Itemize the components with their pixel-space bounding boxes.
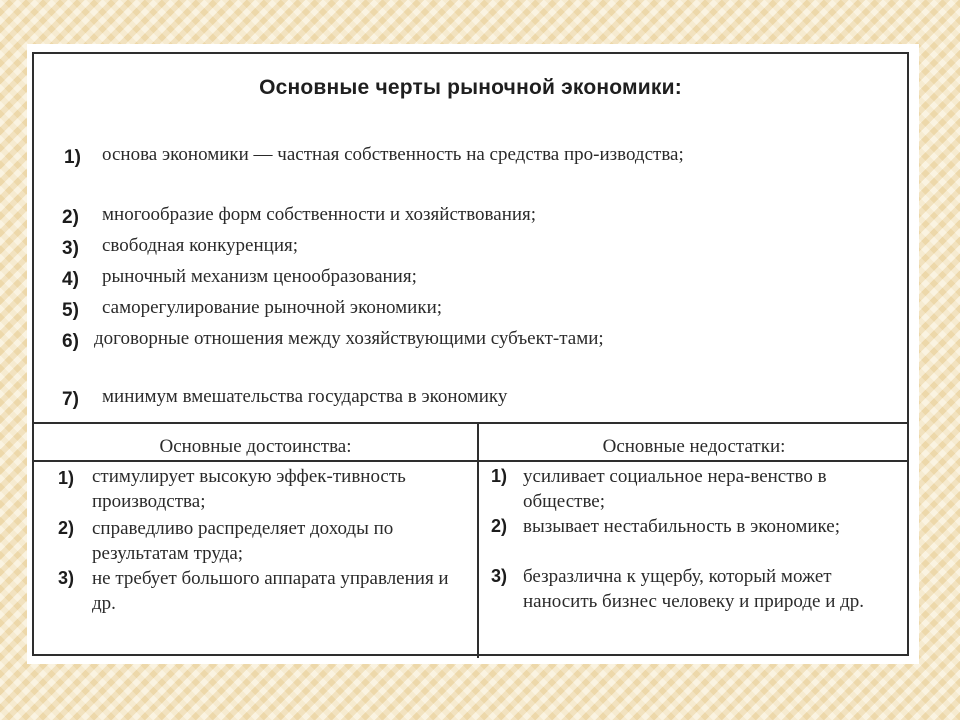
disadvantage-text: безразлична к ущербу, который может наносить бизнес человеку и природе и др. [523,566,865,612]
feature-number: 1) [64,147,81,168]
section-divider-heading [34,460,907,462]
disadvantage-number: 1) [491,466,508,486]
advantage-number: 2) [58,518,75,538]
feature-number: 7) [62,389,79,410]
advantage-number: 3) [58,568,75,588]
advantage-text: стимулирует высокую эффек-тивность производства; [92,466,406,512]
disadvantages-list [479,464,909,614]
section-divider-top [34,422,907,424]
disadvantage-number: 2) [491,516,508,536]
feature-text: многообразие форм собственности и хозяйствования; [102,204,537,225]
advantage-number: 1) [58,468,75,488]
feature-text: основа экономики — частная собственность на средства про-изводства; [102,144,684,165]
disadvantage-text: вызывает нестабильность в экономике; [523,516,841,537]
feature-item-2 [34,200,907,231]
advantage-item-2 [34,516,474,566]
feature-number: 4) [62,269,79,290]
feature-item-1 [34,140,907,200]
feature-item-6 [34,324,907,382]
features-list [34,140,907,413]
feature-number: 3) [62,238,79,259]
feature-item-3 [34,231,907,262]
disadvantage-text: усиливает социальное нера-венство в обществе; [523,466,827,512]
disadvantages-heading: Основные недостатки: [602,436,786,457]
feature-number: 2) [62,207,79,228]
advantages-heading: Основные достоинства: [159,436,352,457]
feature-text: договорные отношения между хозяйствующими субъект-тами; [94,328,604,349]
advantage-text: справедливо распределяет доходы по результатам труда; [92,518,394,564]
advantage-text: не требует большого аппарата управления и др. [92,568,449,614]
feature-text: саморегулирование рыночной экономики; [102,297,443,318]
feature-text: рыночный механизм ценообразования; [102,266,417,287]
disadvantage-item-2 [479,514,909,564]
slide-panel [27,44,919,664]
advantages-list [34,464,474,616]
disadvantage-item-1 [479,464,909,514]
feature-text: минимум вмешательства государства в экономику [102,386,508,407]
feature-number: 6) [62,331,79,352]
document-title: Основные черты рыночной экономики: [259,76,682,99]
document-table [32,52,909,656]
feature-number: 5) [62,300,79,321]
feature-item-4 [34,262,907,293]
advantage-item-1 [34,464,474,516]
feature-item-5 [34,293,907,324]
advantage-item-3 [34,566,474,616]
feature-text: свободная конкуренция; [102,235,299,256]
feature-item-7 [34,382,907,413]
disadvantage-number: 3) [491,566,508,586]
disadvantage-item-3 [479,564,909,614]
